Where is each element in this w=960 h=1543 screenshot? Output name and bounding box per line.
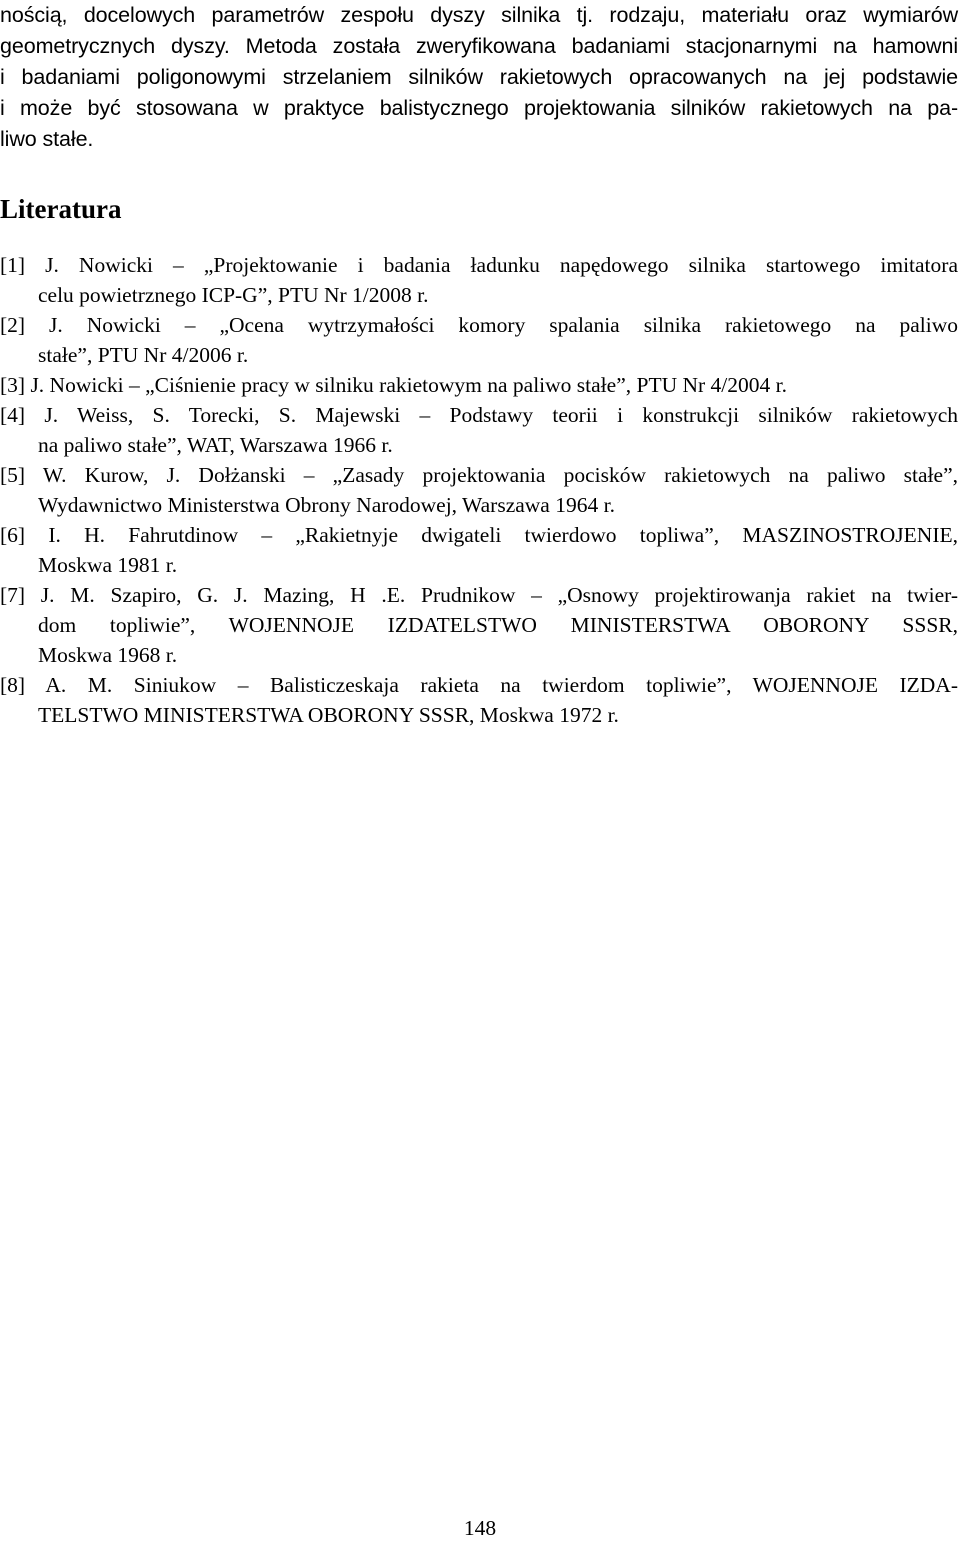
reference-line: [4] J. Weiss, S. Torecki, S. Majewski – Podstawy teorii i konstrukcji silników rakietowych	[0, 403, 958, 427]
reference-item	[0, 670, 958, 730]
reference-line: [6] I. H. Fahrutdinow – „Rakietnyje dwigateli twierdowo topliwa”, MASZINOSTROJENIE,	[0, 523, 958, 547]
page-number: 148	[463, 1516, 497, 1540]
section-heading: Literatura	[0, 194, 122, 224]
reference-item	[0, 310, 958, 370]
reference-line: stałe”, PTU Nr 4/2006 r.	[38, 343, 249, 367]
reference-line: Moskwa 1968 r.	[38, 643, 178, 667]
intro-paragraph	[0, 0, 958, 155]
intro-line: geometrycznych dyszy. Metoda została zweryfikowana badaniami stacjonarnymi na hamowni	[0, 34, 958, 58]
reference-item	[0, 460, 958, 520]
reference-line: Wydawnictwo Ministerstwa Obrony Narodowej, Warszawa 1964 r.	[38, 493, 615, 517]
intro-line: i może być stosowana w praktyce balistycznego projektowania silników rakietowych na pa-	[0, 96, 958, 120]
intro-line: liwo stałe.	[0, 127, 94, 151]
reference-line: Moskwa 1981 r.	[38, 553, 178, 577]
reference-line: [1] J. Nowicki – „Projektowanie i badania ładunku napędowego silnika startowego imitatora	[0, 253, 958, 277]
intro-line: nością, docelowych parametrów zespołu dyszy silnika tj. rodzaju, materiału oraz wymiarów	[0, 3, 958, 27]
reference-line: na paliwo stałe”, WAT, Warszawa 1966 r.	[38, 433, 393, 457]
reference-line: [3] J. Nowicki – „Ciśnienie pracy w silniku rakietowym na paliwo stałe”, PTU Nr 4/2004 r.	[0, 373, 787, 397]
reference-line: TELSTWO MINISTERSTWA OBORONY SSSR, Moskwa 1972 r.	[38, 703, 619, 727]
reference-line: [2] J. Nowicki – „Ocena wytrzymałości komory spalania silnika rakietowego na paliwo	[0, 313, 958, 337]
reference-line: [8] A. M. Siniukow – Balisticzeskaja rakieta na twierdom topliwie”, WOJENNOJE IZDA-	[0, 673, 958, 697]
reference-line: celu powietrznego ICP-G”, PTU Nr 1/2008 r.	[38, 283, 429, 307]
reference-item	[0, 580, 958, 670]
reference-item	[0, 520, 958, 580]
reference-line: dom topliwie”, WOJENNOJE IZDATELSTWO MINISTERSTWA OBORONY SSSR,	[38, 613, 958, 637]
intro-line: i badaniami poligonowymi strzelaniem silników rakietowych opracowanych na jej podstawie	[0, 65, 958, 89]
reference-item	[0, 250, 958, 310]
reference-item	[0, 370, 958, 400]
reference-line: [5] W. Kurow, J. Dołżanski – „Zasady projektowania pocisków rakietowych na paliwo stałe”,	[0, 463, 958, 487]
reference-item	[0, 400, 958, 460]
reference-list	[0, 250, 958, 730]
reference-line: [7] J. M. Szapiro, G. J. Mazing, H .E. Prudnikow – „Osnowy projektirowanja rakiet na twier-	[0, 583, 958, 607]
